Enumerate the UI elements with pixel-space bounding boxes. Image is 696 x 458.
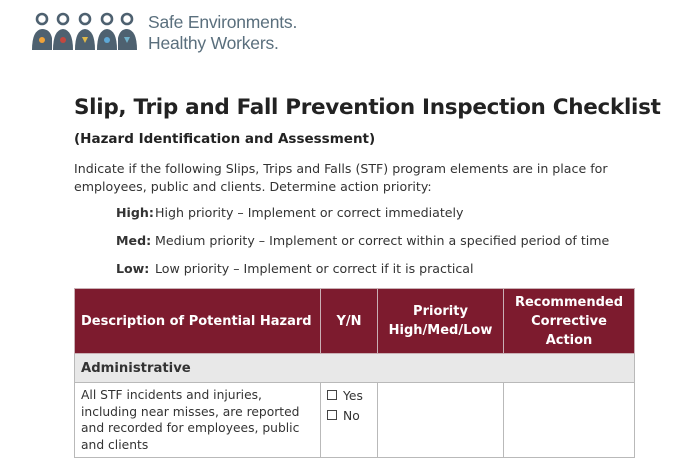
table-header-row xyxy=(75,289,635,354)
yes-option[interactable] xyxy=(327,386,371,406)
header-priority-line1: Priority xyxy=(413,304,468,319)
section-row xyxy=(75,354,635,383)
header-yn: Y/N xyxy=(321,289,378,354)
brand-line-1: Safe Environments. xyxy=(148,12,298,32)
priority-text: Medium priority – Implement or correct within a specified period of time xyxy=(155,233,610,248)
priority-text: High priority – Implement or correct immediately xyxy=(155,205,464,220)
yn-options xyxy=(321,383,378,458)
header-description: Description of Potential Hazard xyxy=(75,289,321,354)
header-priority xyxy=(378,289,504,354)
priority-text: Low priority – Implement or correct if it is practical xyxy=(155,261,474,276)
no-label: No xyxy=(343,409,360,423)
priority-key: Low: xyxy=(116,261,150,276)
brand-line-2: Healthy Workers. xyxy=(148,33,279,53)
priority-med xyxy=(116,233,609,248)
header-action-line2: Corrective xyxy=(531,313,607,329)
priority-key: Med: xyxy=(116,233,152,248)
page-subtitle: (Hazard Identification and Assessment) xyxy=(74,131,376,147)
header-action-line1: Recommended xyxy=(514,294,624,310)
yes-checkbox[interactable] xyxy=(327,390,337,400)
priority-low xyxy=(116,261,474,276)
yes-label: Yes xyxy=(343,389,363,403)
logo xyxy=(30,10,140,55)
page-title: Slip, Trip and Fall Prevention Inspection Checklist xyxy=(74,95,661,120)
header-action-line3: Action xyxy=(545,332,593,348)
checklist-table xyxy=(74,288,635,458)
section-label: Administrative xyxy=(75,354,635,383)
no-option[interactable] xyxy=(327,406,371,426)
priority-cell[interactable] xyxy=(378,383,504,458)
header-priority-line2: High/Med/Low xyxy=(388,323,493,338)
no-checkbox[interactable] xyxy=(327,410,337,420)
corrective-action-cell[interactable] xyxy=(504,383,635,458)
people-logo-icon xyxy=(30,10,140,55)
table-row xyxy=(75,383,635,458)
priority-high xyxy=(116,205,463,220)
intro-text: Indicate if the following Slips, Trips and Falls (STF) program elements are in place for employees, public and clients. Determine action priority: xyxy=(74,161,608,194)
brand-tagline xyxy=(148,12,297,54)
hazard-description: All STF incidents and injuries, including near misses, are reported and recorded for employees, public and clients xyxy=(75,383,321,458)
header-corrective-action xyxy=(504,289,635,354)
priority-key: High: xyxy=(116,205,154,220)
